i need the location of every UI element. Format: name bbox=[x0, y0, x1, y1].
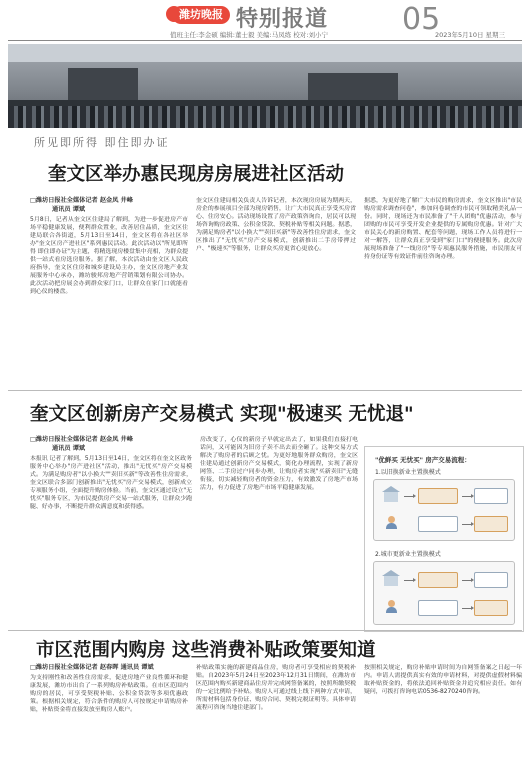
flow-step-box bbox=[474, 572, 508, 588]
byline-correspondent: 通讯员 谭斌 bbox=[52, 444, 86, 452]
infographic-step-2: 2.城市更新业主置换模式 bbox=[375, 551, 441, 558]
flow-step-box bbox=[418, 488, 458, 504]
newspaper-brand: 潍坊晚报 bbox=[172, 6, 230, 24]
byline-reporters: □潍坊日报社全媒体记者 赵金凤 井峰 bbox=[30, 436, 133, 443]
arrow-right-icon bbox=[404, 580, 414, 581]
article-3-byline: □潍坊日报社全媒体记者 赵春晖 通讯员 谭斌 bbox=[30, 664, 154, 671]
byline-correspondent: 通讯员 谭斌 bbox=[52, 205, 86, 213]
arrow-right-icon bbox=[462, 496, 472, 497]
flow-step-box bbox=[418, 572, 458, 588]
arrow-right-icon bbox=[462, 580, 472, 581]
person-icon bbox=[388, 516, 395, 523]
infographic-title: "优鲜买 无忧买" 房产交易流程： bbox=[375, 456, 471, 464]
flow-step-box bbox=[418, 600, 458, 616]
flow-step-box bbox=[474, 516, 508, 532]
photo-caption: 所见即所得 即住即办证 bbox=[34, 136, 170, 149]
article-3-col-3: 按照相关规定，购房补贴申请时间为自网签备案之日起一年内。申请人需提供真实有效的申请材料，对提供虚假材料骗取补贴资金的，将依法追回补贴资金并追究相应责任。如有疑问，可拨打咨询电话0536-8270240咨询。 bbox=[364, 665, 522, 695]
arrow-right-icon bbox=[462, 608, 472, 609]
issue-date: 2023年5月10日 星期三 bbox=[435, 31, 506, 39]
byline-reporters: □潍坊日报社全媒体记者 赵金凤 井峰 bbox=[30, 197, 133, 204]
masthead-divider bbox=[8, 40, 522, 41]
house-icon bbox=[384, 576, 398, 586]
article-3-col-2: 补贴政策实施的新建商品住房，购房者可享受相应的契税补贴。自2023年5月24日至2023年12月31日期间，在潍坊市区范围内购买新建商品住房并完成网签备案的，按照所缴契税的一定比例给予补贴。购房人可通过线上线下两种方式申请，所需材料包括身份证、购房合同、契税完税证明等。具体申请流程可咨询当地住建部门。 bbox=[196, 665, 356, 711]
editor-credits: 值班主任:李金硕 编辑:董士毅 美编:马凤练 校对:刘小宁 bbox=[170, 31, 328, 39]
hero-photo bbox=[8, 44, 522, 128]
article-divider bbox=[8, 390, 522, 391]
article-1-headline: 奎文区举办惠民现房房展进社区活动 bbox=[48, 164, 345, 185]
article-1-col-2: 奎文区住建局相关负责人告诉记者，本次现房房展为期两天，房企的参展项目全部为现房销售，让广大市民真正享受买房省心、住房安心。活动现场设置了房产政策咨询台，居民可以现场咨询购房政策、公积金贷款、契税补贴等相关问题。据悉，为满足购房者"以小换大""卖旧买新"等改善性住房需求，奎文区推出了"无忧买"房产交易模式，创新推出二手房带押过户、"极速买"等服务，让群众买房更省心更放心。 bbox=[196, 198, 356, 252]
hero-sky bbox=[8, 44, 522, 62]
arrow-right-icon bbox=[404, 496, 414, 497]
flow-step-box bbox=[474, 488, 508, 504]
flow-panel-2 bbox=[373, 561, 515, 625]
infographic-step-1: 1.以旧换新业主置换模式 bbox=[375, 469, 441, 476]
flow-panel-1 bbox=[373, 479, 515, 541]
article-2-col-1: 本报讯 记者了解到，5月13日至14日，奎文区将在奎文区政务服务中心举办"房产进社区"活动，推出"无忧买"房产交易模式。为满足购房者"以小换大""卖旧买新"等改善性住房需求，奎文区联合多部门创新推出"无忧买"房产交易模式，创新成立专项服务小组，全面提升购房体验。当前，奎文区通过设立"无忧买"服务专区，为市民提供房产交易一站式服务，让群众少跑腿、好办事，不断提升群众满意度和获得感。 bbox=[30, 456, 192, 510]
article-3-col-1: 为支持刚性和改善性住房需求，促进房地产业良性循环和健康发展，潍坊市出台了一系列购房补贴政策。在市区范围内购房的居民，可享受契税补贴、公积金贷款等多项优惠政策。根据相关规定，符合条件的购房人可按规定申请购房补贴，补贴资金将直接发放至购房人账户。 bbox=[30, 675, 188, 713]
arrow-right-icon bbox=[462, 524, 472, 525]
hero-crowd bbox=[8, 106, 522, 128]
article-2-byline bbox=[30, 436, 133, 453]
masthead bbox=[0, 0, 530, 44]
section-title: 特别报道 bbox=[236, 6, 329, 32]
house-icon bbox=[384, 492, 398, 502]
article-divider bbox=[8, 630, 522, 631]
flow-step-box bbox=[474, 600, 508, 616]
article-1-col-1: 5月8日，记者从奎文区住建局了解到，为进一步促进房产市场平稳健康发展，便利群众置业，改善居住品质，奎文区住建局联合各街道，5月13日至14日，奎文区将在各社区举办"奎文区房产进社区"系列惠民活动。此次活动以"所见即所得 即住即办证"为主题，将精选现房楼盘集中亮相，为群众提供一站式看房选房服务。据了解，本次活动由奎文区人民政府指导，奎文区住房和城乡建设局主办，奎文区房地产业发展服务中心承办，潍坊骏邦房地产营销策划有限公司协办。此次活动把房展会办到群众家门口，让群众在家门口就能看到心仪的楼盘。 bbox=[30, 217, 188, 295]
article-3-headline: 市区范围内购房 这些消费补贴政策要知道 bbox=[36, 640, 376, 661]
article-1-byline bbox=[30, 197, 133, 214]
article-2-col-2: 房改变了，心仪的新房子早就定出去了，如果我们直接打电话问，又可能因为旧房子卖不出去而全砸了。这种交易方式解决了购房者的后顾之忧。为更好地服务群众购房，奎文区住建局通过创新房产交易模式，简化办理流程，实现了新房网签、二手房过户同步办理，让购房者实现"买新卖旧"无缝衔接，切实减轻购房者的资金压力，有效激发了房地产市场活力，有力促进了房地产市场平稳健康发展。 bbox=[200, 437, 358, 491]
page-number: 05 bbox=[402, 2, 441, 37]
article-1-col-3: 据悉，为更好地了解广大市民的购房需求，奎文区推出"市民购房需求调查问卷"，参加问卷调查的市民可领取精美礼品一份。同时，现场还为市民准备了"千人团购"优惠活动，参与团购的市民可享受开发企业提供的专属购房优惠。针对广大市民关心的新房购置、配套等问题，现场工作人员将进行一对一解答，让群众真正享受到"家门口"的便捷服务。此次房展现场准备了"一线房房"等专项惠民服务措施，市民朋友可持身份证等有效证件前往咨询办理。 bbox=[364, 198, 522, 260]
article-2-headline: 奎文区创新房产交易模式 实现"极速买 无忧退" bbox=[30, 404, 414, 425]
person-icon bbox=[388, 600, 395, 607]
flow-step-box bbox=[418, 516, 458, 532]
transaction-flow-infographic bbox=[364, 446, 524, 632]
